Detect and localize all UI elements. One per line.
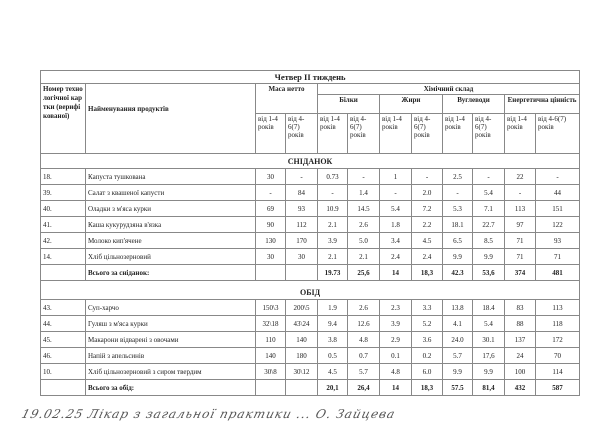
value-cell: 0.2	[412, 348, 443, 364]
value-cell: -	[473, 169, 505, 185]
card-number: 10.	[41, 364, 86, 380]
product-name: Макарони відварені з овочами	[86, 332, 256, 348]
value-cell: 2.6	[348, 217, 380, 233]
card-number: 42.	[41, 233, 86, 249]
value-cell: 90	[256, 217, 286, 233]
header-age-1-4: від 1-4 років	[505, 114, 536, 154]
menu-table	[40, 70, 580, 396]
table-title: Четвер ІІ тиждень	[41, 71, 580, 84]
value-cell: 7.1	[473, 201, 505, 217]
total-value	[41, 265, 86, 281]
value-cell: 13.8	[443, 300, 473, 316]
total-value: 18,3	[412, 380, 443, 396]
value-cell: 0.73	[318, 169, 348, 185]
value-cell: 24.0	[443, 332, 473, 348]
section-header: СНІДАНОК	[41, 154, 580, 169]
value-cell: 44	[536, 185, 580, 201]
header-age-1-4: від 1-4 років	[256, 114, 286, 154]
table-row	[41, 332, 580, 348]
table-row	[41, 316, 580, 332]
value-cell: 1.4	[348, 185, 380, 201]
value-cell: 71	[505, 249, 536, 265]
total-label: Всього за обід:	[86, 380, 256, 396]
value-cell: 30	[286, 249, 318, 265]
value-cell: 97	[505, 217, 536, 233]
value-cell: 114	[536, 364, 580, 380]
value-cell: 5.7	[443, 348, 473, 364]
header-age-1-4: від 1-4 років	[380, 114, 412, 154]
total-value	[41, 380, 86, 396]
value-cell: 5.3	[443, 201, 473, 217]
value-cell: 93	[286, 201, 318, 217]
value-cell: 9.9	[443, 249, 473, 265]
value-cell: 4.5	[318, 364, 348, 380]
total-value: 25,6	[348, 265, 380, 281]
value-cell: 9.4	[318, 316, 348, 332]
value-cell: 2.6	[348, 300, 380, 316]
header-carbs: Вуглеводи	[443, 95, 505, 114]
value-cell: 1	[380, 169, 412, 185]
value-cell: 32\18	[256, 316, 286, 332]
total-value: 14	[380, 265, 412, 281]
total-value: 26,4	[348, 380, 380, 396]
value-cell: 0.7	[348, 348, 380, 364]
table-row	[41, 169, 580, 185]
table-row	[41, 233, 580, 249]
value-cell: 8.5	[473, 233, 505, 249]
value-cell: 150\3	[256, 300, 286, 316]
value-cell: 71	[505, 233, 536, 249]
value-cell: 137	[505, 332, 536, 348]
value-cell: 2.4	[412, 249, 443, 265]
total-row	[41, 380, 580, 396]
value-cell: 22	[505, 169, 536, 185]
value-cell: 5.0	[348, 233, 380, 249]
total-value: 14	[380, 380, 412, 396]
total-value: 53,6	[473, 265, 505, 281]
total-value: 587	[536, 380, 580, 396]
product-name: Салат з квашеної капусти	[86, 185, 256, 201]
value-cell: 3.3	[412, 300, 443, 316]
value-cell: 140	[286, 332, 318, 348]
section-header: ОБІД	[41, 281, 580, 300]
value-cell: 2.4	[380, 249, 412, 265]
total-value: 20,1	[318, 380, 348, 396]
value-cell: 4.5	[412, 233, 443, 249]
value-cell: 43\24	[286, 316, 318, 332]
card-number: 18.	[41, 169, 86, 185]
product-name: Напій з апельсинів	[86, 348, 256, 364]
value-cell: 69	[256, 201, 286, 217]
header-age-1-4: від 1-4 років	[318, 114, 348, 154]
value-cell: 2.9	[380, 332, 412, 348]
header-age-4-7: від 4-6(7) років	[348, 114, 380, 154]
value-cell: 22.7	[473, 217, 505, 233]
value-cell: 7.2	[412, 201, 443, 217]
header-fats: Жири	[380, 95, 443, 114]
table-row	[41, 249, 580, 265]
value-cell: 110	[256, 332, 286, 348]
value-cell: 3.4	[380, 233, 412, 249]
total-value: 42.3	[443, 265, 473, 281]
value-cell: 3.9	[380, 316, 412, 332]
value-cell: 30.1	[473, 332, 505, 348]
total-value	[286, 380, 318, 396]
value-cell: 9.9	[473, 249, 505, 265]
product-name: Молоко кип'ячене	[86, 233, 256, 249]
total-value: 81,4	[473, 380, 505, 396]
value-cell: 5.4	[473, 316, 505, 332]
value-cell: 2.0	[412, 185, 443, 201]
value-cell: 9.9	[473, 364, 505, 380]
value-cell: -	[286, 169, 318, 185]
value-cell: -	[536, 169, 580, 185]
header-energy: Енергетична цінність	[505, 95, 580, 114]
header-product-name: Найменування продуктів	[86, 84, 256, 154]
total-label: Всього за сніданок:	[86, 265, 256, 281]
value-cell: 151	[536, 201, 580, 217]
value-cell: 2.1	[348, 249, 380, 265]
table-row	[41, 348, 580, 364]
value-cell: 0.1	[380, 348, 412, 364]
value-cell: -	[443, 185, 473, 201]
value-cell: 1.9	[318, 300, 348, 316]
card-number: 40.	[41, 201, 86, 217]
value-cell: 4.1	[443, 316, 473, 332]
value-cell: 5.4	[473, 185, 505, 201]
product-name: Хліб цільнозерновий з сиром твердим	[86, 364, 256, 380]
value-cell: 118	[536, 316, 580, 332]
value-cell: 6.0	[412, 364, 443, 380]
value-cell: -	[412, 169, 443, 185]
header-mass: Маса нетто	[256, 84, 318, 114]
value-cell: 100	[505, 364, 536, 380]
card-number: 14.	[41, 249, 86, 265]
value-cell: 5.7	[348, 364, 380, 380]
value-cell: 93	[536, 233, 580, 249]
value-cell: 17,6	[473, 348, 505, 364]
value-cell: 140	[256, 348, 286, 364]
card-number: 41.	[41, 217, 86, 233]
product-name: Капуста тушкована	[86, 169, 256, 185]
total-row	[41, 265, 580, 281]
handwritten-signature: 19.02.25 Лікар з загальної практики ... О. Зайцева	[20, 407, 398, 421]
table-row	[41, 364, 580, 380]
value-cell: 3.6	[412, 332, 443, 348]
value-cell: -	[318, 185, 348, 201]
header-age-4-7: від 4-6(7) років	[473, 114, 505, 154]
product-name: Хліб цільнозерновий	[86, 249, 256, 265]
value-cell: 122	[536, 217, 580, 233]
header-age-4-7: від 4-6(7) років	[412, 114, 443, 154]
value-cell: 12.6	[348, 316, 380, 332]
value-cell: 2.2	[412, 217, 443, 233]
header-age-1-4: від 1-4 років	[443, 114, 473, 154]
value-cell: 170	[286, 233, 318, 249]
value-cell: 180	[286, 348, 318, 364]
value-cell: 5.4	[380, 201, 412, 217]
value-cell: -	[380, 185, 412, 201]
value-cell: 4.8	[380, 364, 412, 380]
value-cell: 6.5	[443, 233, 473, 249]
value-cell: 14.5	[348, 201, 380, 217]
value-cell: 172	[536, 332, 580, 348]
value-cell: 2.3	[380, 300, 412, 316]
table-row	[41, 300, 580, 316]
value-cell: 0.5	[318, 348, 348, 364]
value-cell: 113	[536, 300, 580, 316]
product-name: Гуляш з м'яса курки	[86, 316, 256, 332]
header-age-4-7: від 4-6(7) років	[286, 114, 318, 154]
value-cell: 70	[536, 348, 580, 364]
value-cell: 5.2	[412, 316, 443, 332]
product-name: Оладки з м'яса курки	[86, 201, 256, 217]
product-name: Каша кукурудзяна в'язка	[86, 217, 256, 233]
total-value	[286, 265, 318, 281]
card-number: 43.	[41, 300, 86, 316]
header-card-number: Номер технологічної картки (верифікованої)	[41, 84, 86, 154]
value-cell: 2.1	[318, 217, 348, 233]
value-cell: 88	[505, 316, 536, 332]
value-cell: 30	[256, 169, 286, 185]
card-number: 46.	[41, 348, 86, 364]
value-cell: -	[505, 185, 536, 201]
total-value: 19.73	[318, 265, 348, 281]
total-value: 18,3	[412, 265, 443, 281]
value-cell: -	[256, 185, 286, 201]
header-proteins: Білки	[318, 95, 380, 114]
total-value	[256, 265, 286, 281]
table-row	[41, 217, 580, 233]
value-cell: 200\5	[286, 300, 318, 316]
table-row	[41, 201, 580, 217]
value-cell: 3.8	[318, 332, 348, 348]
total-value: 374	[505, 265, 536, 281]
value-cell: 113	[505, 201, 536, 217]
value-cell: 112	[286, 217, 318, 233]
value-cell: 10.9	[318, 201, 348, 217]
card-number: 39.	[41, 185, 86, 201]
value-cell: 130	[256, 233, 286, 249]
total-value: 432	[505, 380, 536, 396]
value-cell: 30\8	[256, 364, 286, 380]
value-cell: 1.8	[380, 217, 412, 233]
total-value: 481	[536, 265, 580, 281]
product-name: Суп-харчо	[86, 300, 256, 316]
header-age-4-7: від 4-6(7) років	[536, 114, 580, 154]
total-value: 57.5	[443, 380, 473, 396]
value-cell: 3.9	[318, 233, 348, 249]
value-cell: 9.9	[443, 364, 473, 380]
value-cell: 71	[536, 249, 580, 265]
value-cell: 30	[256, 249, 286, 265]
header-chemical-composition: Хімічний склад	[318, 84, 580, 95]
value-cell: 2.1	[318, 249, 348, 265]
card-number: 44.	[41, 316, 86, 332]
value-cell: 18.1	[443, 217, 473, 233]
value-cell: 2.5	[443, 169, 473, 185]
value-cell: 30\12	[286, 364, 318, 380]
value-cell: 4.8	[348, 332, 380, 348]
total-value	[256, 380, 286, 396]
table-row	[41, 185, 580, 201]
value-cell: 18.4	[473, 300, 505, 316]
value-cell: 83	[505, 300, 536, 316]
value-cell: 84	[286, 185, 318, 201]
value-cell: -	[348, 169, 380, 185]
value-cell: 24	[505, 348, 536, 364]
card-number: 45.	[41, 332, 86, 348]
